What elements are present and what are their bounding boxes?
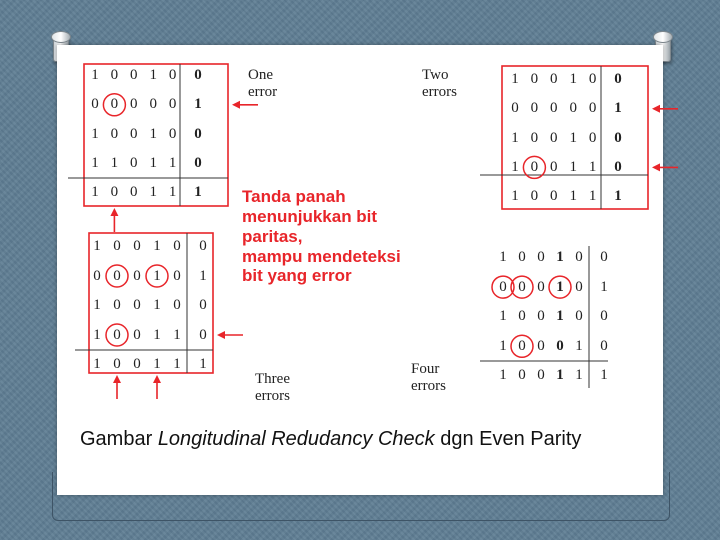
two-errors-cell: 1 xyxy=(569,158,577,175)
one-error-cell: 1 xyxy=(149,67,157,83)
one-error-cell: 0 xyxy=(194,67,202,83)
one-error-cell: 0 xyxy=(110,184,119,201)
note-line-1: Tanda panah xyxy=(242,187,346,206)
four-errors-cell: 1 xyxy=(556,367,564,384)
four-errors-cell: 1 xyxy=(499,337,507,354)
label-four-errors: Four errors xyxy=(411,361,446,394)
four-errors-cell: 1 xyxy=(499,249,507,265)
three-errors-cell: 0 xyxy=(199,326,207,343)
three-errors-cell: 1 xyxy=(199,267,207,284)
two-errors-cell: 0 xyxy=(530,129,539,146)
four-errors-cell: 0 xyxy=(518,337,526,354)
four-errors-cell: 1 xyxy=(575,367,583,384)
one-error-cell: 1 xyxy=(194,96,202,113)
two-errors-cell: 1 xyxy=(569,188,577,205)
one-error-cell: 0 xyxy=(168,96,177,113)
four-errors-cell: 0 xyxy=(537,337,545,354)
three-errors-cell: 0 xyxy=(113,267,121,284)
one-error-cell: 0 xyxy=(168,125,177,142)
four-errors-cell: 0 xyxy=(600,308,608,325)
four-errors-cell: 0 xyxy=(537,308,545,325)
three-errors-cell: 0 xyxy=(113,238,121,254)
one-error-cell: 0 xyxy=(130,125,138,142)
three-errors-cell: 0 xyxy=(199,238,207,254)
three-errors-cell: 1 xyxy=(173,326,181,343)
figure-caption xyxy=(80,428,581,451)
one-error-cell: 0 xyxy=(91,96,99,113)
four-errors-cell: 0 xyxy=(575,308,583,325)
two-errors-cell: 1 xyxy=(569,129,577,146)
one-error-arrowhead-icon xyxy=(232,101,240,109)
two-errors-cell: 1 xyxy=(588,158,597,175)
two-errors-cell: 0 xyxy=(588,100,597,117)
three-errors-cell: 0 xyxy=(133,297,141,313)
two-errors-cell: 0 xyxy=(530,71,539,87)
two-errors-cell: 0 xyxy=(550,71,558,87)
four-errors-cell: 0 xyxy=(518,367,526,384)
three-errors-cell: 1 xyxy=(153,267,161,284)
three-errors-cell: 0 xyxy=(173,238,181,254)
two-errors-cell: 1 xyxy=(614,100,622,117)
note-line-3: paritas, xyxy=(242,227,303,246)
two-errors-arrowhead-icon xyxy=(652,105,660,113)
two-errors-cell: 1 xyxy=(588,188,597,205)
three-errors-cell: 1 xyxy=(153,238,161,254)
four-errors-cell: 1 xyxy=(499,367,507,384)
four-errors-cell: 1 xyxy=(556,308,564,325)
four-errors-cell: 1 xyxy=(575,337,583,354)
four-errors-cell: 0 xyxy=(600,337,608,354)
one-error-arrowhead-icon xyxy=(110,208,118,216)
three-errors-cell: 0 xyxy=(113,326,121,343)
one-error-cell: 1 xyxy=(149,184,157,201)
four-errors-cell: 1 xyxy=(556,249,564,265)
one-error-cell: 0 xyxy=(194,125,202,142)
four-errors-cell: 0 xyxy=(518,249,526,265)
two-errors-cell: 0 xyxy=(588,129,597,146)
two-errors-cell: 0 xyxy=(614,129,622,146)
three-errors-cell: 1 xyxy=(93,356,101,372)
three-errors-cell: 1 xyxy=(153,356,161,372)
two-errors-cell: 0 xyxy=(530,158,539,175)
label-two-errors: Two errors xyxy=(422,67,457,100)
three-errors-cell: 1 xyxy=(153,297,161,313)
three-errors-cell: 0 xyxy=(133,326,141,343)
three-errors-cell: 1 xyxy=(93,297,101,313)
three-errors-cell: 0 xyxy=(113,297,121,313)
label-three-errors: Three errors xyxy=(255,371,290,404)
one-error-cell: 1 xyxy=(149,154,157,171)
three-errors-cell: 0 xyxy=(133,267,141,284)
one-error-cell: 0 xyxy=(168,67,177,83)
one-error-cell: 1 xyxy=(91,154,99,171)
three-errors-cell: 0 xyxy=(133,238,141,254)
two-errors-cell: 0 xyxy=(614,71,622,87)
four-errors-cell: 0 xyxy=(537,367,545,384)
four-errors-cell: 1 xyxy=(556,278,564,295)
one-error-cell: 1 xyxy=(194,184,202,201)
four-errors-cell: 0 xyxy=(556,337,564,354)
one-error-cell: 1 xyxy=(110,154,119,171)
four-errors-cell: 0 xyxy=(499,278,507,295)
four-errors-cell: 1 xyxy=(600,278,608,295)
four-errors-cell: 0 xyxy=(575,278,583,295)
two-errors-cell: 0 xyxy=(588,71,597,87)
two-errors-cell: 0 xyxy=(614,158,622,175)
one-error-cell: 0 xyxy=(130,154,138,171)
one-error-cell: 1 xyxy=(91,67,99,83)
three-errors-cell: 0 xyxy=(173,297,181,313)
one-error-cell: 0 xyxy=(130,184,138,201)
two-errors-cell: 1 xyxy=(569,71,577,87)
three-errors-cell: 1 xyxy=(153,326,161,343)
three-errors-cell: 1 xyxy=(93,238,101,254)
three-errors-cell: 1 xyxy=(199,356,207,372)
caption-prefix: Gambar xyxy=(80,428,158,450)
three-errors-cell: 0 xyxy=(113,356,121,372)
one-error-cell: 1 xyxy=(91,125,99,142)
three-errors-cell: 0 xyxy=(93,267,101,284)
three-errors-cell: 0 xyxy=(133,356,141,372)
three-errors-cell: 1 xyxy=(173,356,181,372)
caption-suffix: dgn Even Parity xyxy=(434,428,582,450)
two-errors-cell: 1 xyxy=(511,129,519,146)
two-errors-cell: 0 xyxy=(569,100,577,117)
one-error-cell: 0 xyxy=(110,67,119,83)
caption-emphasis: Longitudinal Redudancy Check xyxy=(157,428,435,450)
four-errors-cell: 0 xyxy=(537,249,545,265)
one-error-cell: 0 xyxy=(149,96,157,113)
four-errors-cell: 1 xyxy=(600,367,608,384)
one-error-cell: 1 xyxy=(91,184,99,201)
note-line-2: menunjukkan bit xyxy=(242,207,378,226)
two-errors-arrowhead-icon xyxy=(652,163,660,171)
one-error-cell: 0 xyxy=(130,96,138,113)
one-error-cell: 0 xyxy=(110,125,119,142)
two-errors-cell: 0 xyxy=(550,100,558,117)
one-error-cell: 1 xyxy=(149,125,157,142)
two-errors-cell: 1 xyxy=(511,158,519,175)
one-error-cell: 1 xyxy=(168,184,177,201)
two-errors-cell: 1 xyxy=(511,188,519,205)
one-error-cell: 1 xyxy=(168,154,177,171)
label-one-error: One error xyxy=(248,67,278,100)
two-errors-cell: 1 xyxy=(511,71,519,87)
one-error-cell: 0 xyxy=(110,96,119,113)
two-errors-cell: 0 xyxy=(530,100,539,117)
four-errors-cell: 0 xyxy=(600,249,608,265)
note-line-5: bit yang error xyxy=(242,266,352,285)
one-error-cell: 0 xyxy=(130,67,138,83)
two-errors-cell: 0 xyxy=(530,188,539,205)
two-errors-cell: 0 xyxy=(511,100,519,117)
two-errors-cell: 0 xyxy=(550,188,558,205)
three-errors-cell: 0 xyxy=(199,297,207,313)
two-errors-cell: 1 xyxy=(614,188,622,205)
four-errors-cell: 0 xyxy=(518,278,526,295)
three-errors-cell: 1 xyxy=(93,326,101,343)
two-errors-cell: 0 xyxy=(550,158,558,175)
three-errors-arrowhead-icon xyxy=(217,331,225,339)
three-errors-cell: 0 xyxy=(173,267,181,284)
note-line-4: mampu mendeteksi xyxy=(242,247,401,266)
four-errors-cell: 0 xyxy=(537,278,545,295)
four-errors-cell: 0 xyxy=(575,249,583,265)
two-errors-cell: 0 xyxy=(550,129,558,146)
four-errors-cell: 1 xyxy=(499,308,507,325)
four-errors-cell: 0 xyxy=(518,308,526,325)
one-error-cell: 0 xyxy=(194,154,202,171)
